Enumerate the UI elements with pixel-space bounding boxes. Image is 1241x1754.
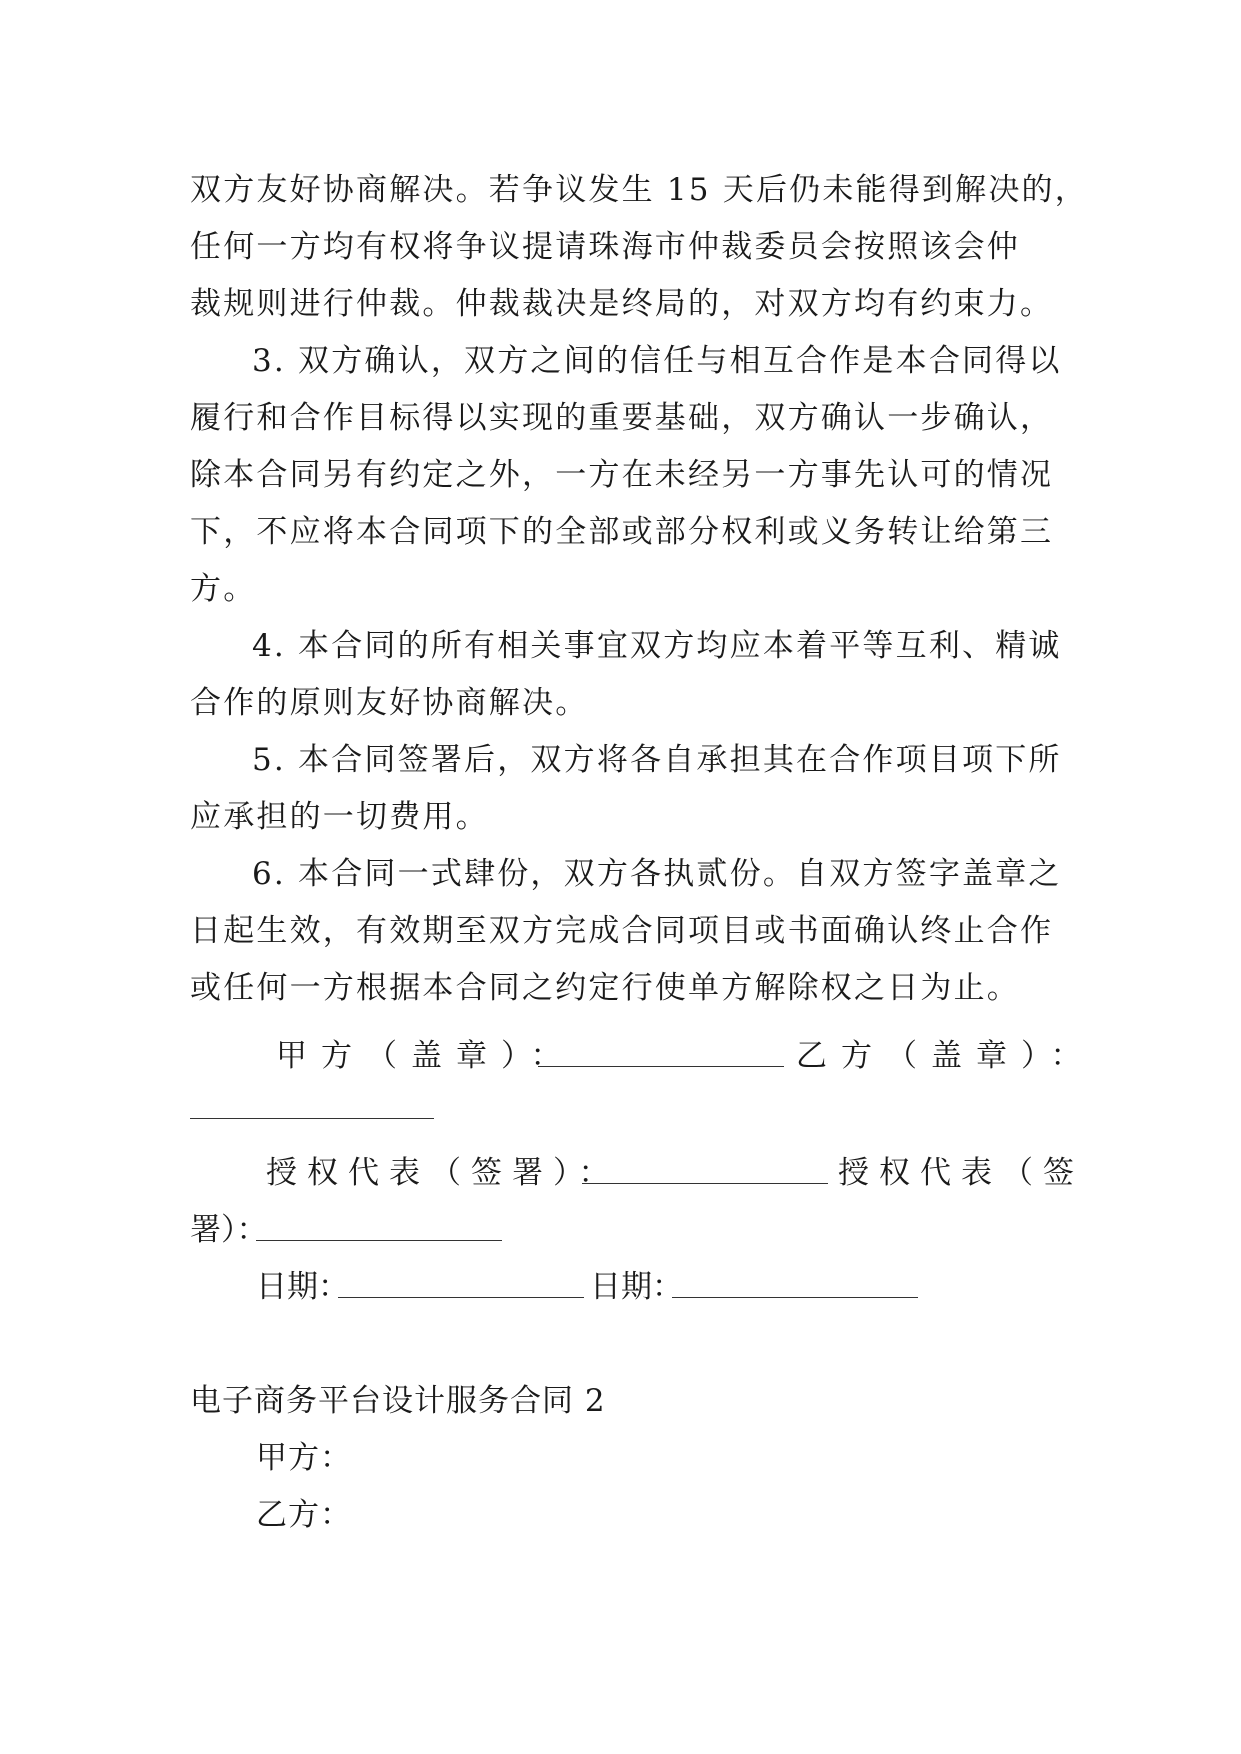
- clause-3-line-5: 方。: [190, 571, 257, 607]
- clause-4-line-2: 合作的原则友好协商解决。: [190, 685, 589, 721]
- clause-3-line-4: 下，不应将本合同项下的全部或部分权利或义务转让给第三: [190, 514, 1054, 550]
- party-b-seal-blank: [190, 1090, 434, 1119]
- clause-5-line-1: 5. 本合同签署后，双方将各自承担其在合作项目项下所: [252, 742, 1062, 778]
- body-line-2: 任何一方均有权将争议提请珠海市仲裁委员会按照该会仲: [190, 229, 1020, 265]
- rep-b-label: 授权代表（签: [838, 1155, 1084, 1191]
- clause-3-line-3: 除本合同另有约定之外，一方在未经另一方事先认可的情况: [190, 457, 1054, 493]
- date-b-blank: [672, 1269, 918, 1298]
- rep-a-blank: [582, 1155, 828, 1184]
- body-line-3: 裁规则进行仲裁。仲裁裁决是终局的，对双方均有约束力。: [190, 286, 1054, 322]
- clause-3-line-1: 3. 双方确认，双方之间的信任与相互合作是本合同得以: [252, 343, 1062, 379]
- next-contract-title: 电子商务平台设计服务合同 2: [190, 1383, 606, 1419]
- date-a-label: 日期：: [256, 1269, 349, 1305]
- party-a-seal-label: 甲方（盖章）：: [276, 1038, 576, 1074]
- clause-3-line-2: 履行和合作目标得以实现的重要基础，双方确认一步确认，: [190, 400, 1054, 436]
- body-line-1: 双方友好协商解决。若争议发生 15 天后仍未能得到解决的，: [190, 172, 1088, 208]
- party-b-seal-label: 乙方（盖章）：: [796, 1038, 1096, 1074]
- rep-b-blank: [256, 1212, 502, 1241]
- clause-5-line-2: 应承担的一切费用。: [190, 799, 489, 835]
- clause-6-line-2: 日起生效，有效期至双方完成合同项目或书面确认终止合作: [190, 913, 1054, 949]
- date-b-label: 日期：: [590, 1269, 683, 1305]
- party-a-seal-blank: [538, 1038, 784, 1067]
- clause-6-line-1: 6. 本合同一式肆份，双方各执贰份。自双方签字盖章之: [252, 856, 1062, 892]
- next-contract-party-a: 甲方：: [256, 1440, 352, 1476]
- date-a-blank: [338, 1269, 584, 1298]
- next-contract-party-b: 乙方：: [256, 1497, 352, 1533]
- clause-4-line-1: 4. 本合同的所有相关事宜双方均应本着平等互利、精诚: [252, 628, 1062, 664]
- clause-6-line-3: 或任何一方根据本合同之约定行使单方解除权之日为止。: [190, 970, 1020, 1006]
- rep-b-label-cont: 署）：: [190, 1212, 268, 1248]
- rep-a-label: 授权代表（签署）：: [266, 1155, 620, 1191]
